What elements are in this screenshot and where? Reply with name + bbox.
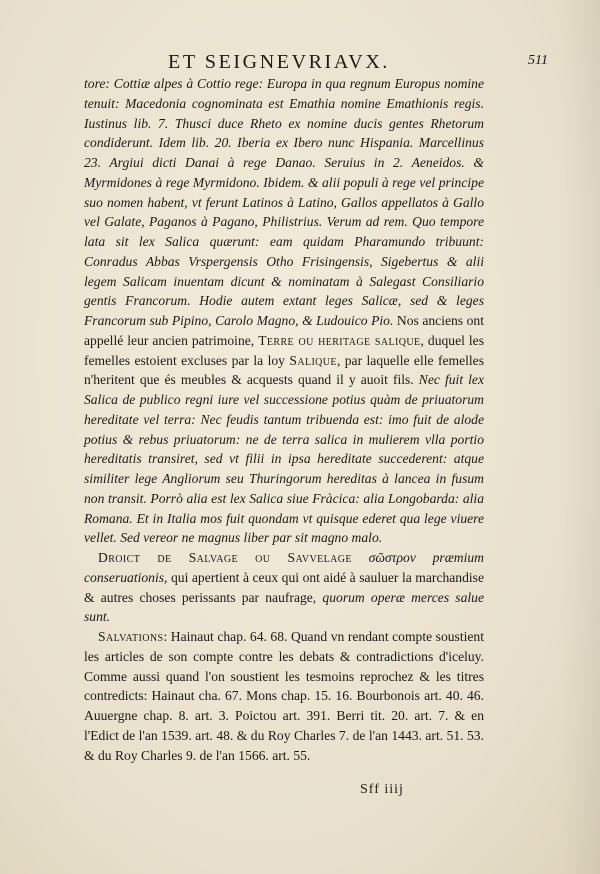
page-edge-shadow (560, 0, 600, 874)
paragraph-salvage (84, 548, 484, 627)
term-salvations: Salvations (98, 629, 164, 644)
paragraph-salvations (84, 627, 484, 765)
paragraph-lex-salica (84, 74, 484, 548)
french-passage-b: , duquel les femelles estoient excluses par la loy (84, 332, 485, 368)
salvations-text: : Hainaut chap. 64. 68. Quand vn rendant compte soustient les articles de son compte contre les debats & contradictions d'iceluy. Comme aussi quand l'on soustient les tesmoins reprochez & les titres contredicts: Hainaut cha. 67. Mons chap. 15. 16. Bourbonois art. 40. 46. Auuergne chap. 8. art. 3. Poictou art. 391. Berri tit. 20. art. 7. & en l'Edict de l'an 1539. art. 48. & du Roy Charles 7. de l'an 1443. art. 51. 53. & du Roy Charles 9. de l'an 1566. art. 55. (84, 629, 484, 763)
latin-passage-2: Nec fuit lex Salica de publico regni iure vel successione potius quàm de priuatorum hereditate vel terra: Nec feudis tantum tribuenda est: imo fuit de alode potius & rebus priuatorum: ne de terra salica in mulierem vlla portio hereditatis transiret, sed vt filii in ipsa hereditate succederent: atque similiter lege Angliorum seu Thuringorum hereditas à lancea in fusum non transit. Porrò alia est lex Salica siue Fràcica: alia Longobarda: alia Romana. Et in Italia mos fuit quondam vt quisque ederet qua lege viuere vellet. Sed vereor ne magnus liber par sit magno malo. (84, 372, 484, 546)
french-passage-a: Nos anciens ont appellé leur ancien patrimoine, (84, 313, 485, 348)
term-salique: Salique (289, 352, 337, 368)
signature-mark: Sff iiij (360, 782, 404, 797)
term-salvage: Droict de Salvage ou Savvelage (98, 550, 352, 565)
running-title: ET SEIGNEVRIAVX. (168, 51, 390, 73)
salvage-latin: quorum operæ merces salue sunt. (84, 589, 485, 625)
greek-latin-gloss: σῶστρον præmium conseruationis, (84, 550, 484, 585)
body-text (84, 74, 484, 765)
page-number: 511 (528, 53, 548, 68)
salvage-definition: qui apertient à ceux qui ont aidé à sauluer la marchandise & autres choses perissants par naufrage, (84, 569, 484, 605)
french-passage-c: , par laquelle elle femelles n'heritent que és meubles & acquests quand il y auoit fils. (84, 352, 485, 388)
term-terre-salique: Terre ou heritage salique (258, 332, 421, 348)
page-header (0, 50, 600, 74)
latin-passage: tore: Cottiæ alpes à Cottio rege: Europa in qua regnum Europus nomine tenuit: Macedonia cognominata est Emathia nomine Emathionis regis. Iustinus lib. 7. Thusci duce Rheto ex nomine ducis gentes Rhetorum condiderunt. Idem lib. 20. Iberia ex Ibero nunc Hispania. Marcellinus 23. Argiui dicti Danai à rege Danao. Seruius in 2. Aeneidos. & Myrmidones à rege Myrmidono. Ibidem. & alii populi à rege vel principe suo nomen habent, vt ferunt Latinos à Latino, Gallos appellatos à Gallo vel Galate, Paganos à Pagano, Philistrius. Verum ad rem. Quo tempore lata sit lex Salica quærunt: eam quidam Pharamundo tribuunt: Conradus Abbas Vrspergensis Otho Frisingensis, Sigebertus & alii legem Salicam inuentam dicunt & nominatam à Salegast Consiliario gentis Francorum. Hodie autem extant leges Salicæ, sed & leges Francorum sub Pipino, Carolo Magno, & Ludouico Pio. (84, 76, 484, 328)
